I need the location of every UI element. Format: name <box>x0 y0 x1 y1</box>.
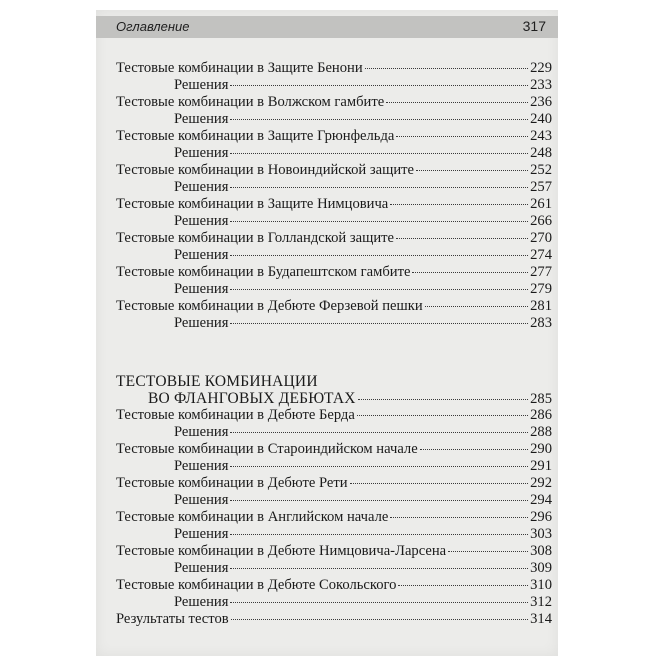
toc-entry: Тестовые комбинации в Староиндийском начале 290 <box>116 441 552 457</box>
header-title: Оглавление <box>116 19 190 34</box>
toc-subentry: Решения 294 <box>174 492 552 508</box>
toc-entry: Тестовые комбинации в Будапештском гамбите 277 <box>116 264 552 280</box>
toc-subentry: Решения 303 <box>174 526 552 542</box>
toc-entry: Тестовые комбинации в Голландской защите 270 <box>116 230 552 246</box>
toc-entry: Тестовые комбинации в Английском начале 296 <box>116 509 552 525</box>
toc-subentry: Решения 266 <box>174 213 552 229</box>
toc-entry: Тестовые комбинации в Защите Грюнфельда 243 <box>116 128 552 144</box>
toc-entry: Тестовые комбинации в Защите Бенони 229 <box>116 60 552 76</box>
running-header <box>96 16 558 38</box>
toc-entry: Тестовые комбинации в Дебюте Ферзевой пешки 281 <box>116 298 552 314</box>
book-page <box>96 10 558 656</box>
toc-entry: Тестовые комбинации в Защите Нимцовича 261 <box>116 196 552 212</box>
toc-entry: Тестовые комбинации в Дебюте Берда 286 <box>116 407 552 423</box>
toc-subentry: Решения 312 <box>174 594 552 610</box>
toc-entry: Тестовые комбинации в Новоиндийской защите 252 <box>116 162 552 178</box>
header-page-number: 317 <box>522 18 546 34</box>
toc-entry: Тестовые комбинации в Дебюте Рети 292 <box>116 475 552 491</box>
toc-subentry: Решения 274 <box>174 247 552 263</box>
toc-subentry: Решения 257 <box>174 179 552 195</box>
toc-subentry: Решения 240 <box>174 111 552 127</box>
toc-entry: Тестовые комбинации в Дебюте Сокольского 310 <box>116 577 552 593</box>
toc-entry: Тестовые комбинации в Волжском гамбите 236 <box>116 94 552 110</box>
toc-subentry: Решения 288 <box>174 424 552 440</box>
toc-subentry: Решения 279 <box>174 281 552 297</box>
section-heading-entry: ВО ФЛАНГОВЫХ ДЕБЮТАХ 285 <box>148 390 552 407</box>
toc-subentry: Решения 248 <box>174 145 552 161</box>
toc-subentry: Решения 233 <box>174 77 552 93</box>
toc-subentry: Решения 283 <box>174 315 552 331</box>
toc-subentry: Решения 309 <box>174 560 552 576</box>
toc-subentry: Решения 291 <box>174 458 552 474</box>
toc-entry-results: Результаты тестов 314 <box>116 611 552 627</box>
toc-entry: Тестовые комбинации в Дебюте Нимцовича-Ларсена 308 <box>116 543 552 559</box>
section-heading: ТЕСТОВЫЕ КОМБИНАЦИИ <box>116 373 318 390</box>
